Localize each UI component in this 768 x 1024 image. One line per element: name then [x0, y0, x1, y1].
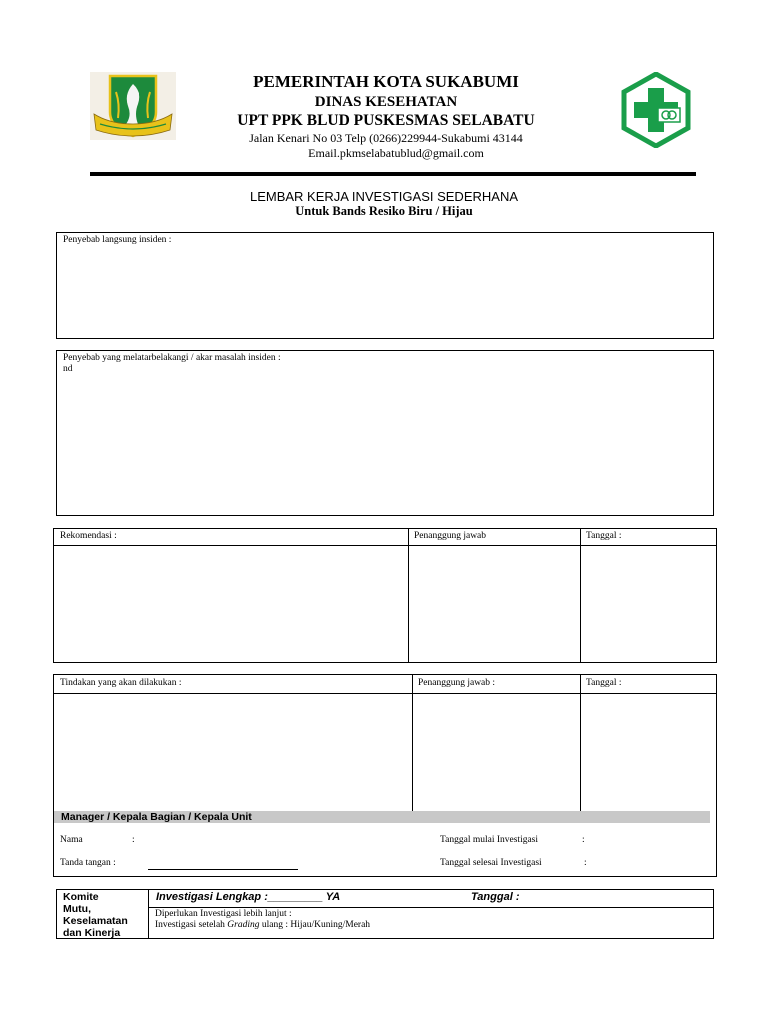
- action-pic-header: Penanggung jawab :: [418, 678, 496, 688]
- start-date-label: Tanggal mulai Investigasi: [440, 835, 539, 845]
- form-subtitle: Untuk Bands Resiko Biru / Hijau: [295, 204, 473, 218]
- puskesmas-cross-icon: [620, 72, 692, 148]
- header-line1: PEMERINTAH KOTA SUKABUMI: [253, 72, 519, 91]
- committee-label-line4: dan Kinerja: [63, 927, 121, 939]
- regrading-suffix: ulang : Hijau/Kuning/Merah: [259, 920, 371, 930]
- investigation-complete-field[interactable]: Investigasi Lengkap :_________ YA: [156, 891, 341, 903]
- direct-cause-label: Penyebab langsung insiden :: [63, 235, 172, 245]
- committee-label-line2: Mutu,: [63, 903, 91, 915]
- committee-label: [63, 891, 128, 939]
- regrading-italic: Grading: [227, 920, 260, 930]
- committee-label-line3: Keselamatan: [63, 915, 128, 927]
- recommendation-cell[interactable]: [55, 546, 407, 661]
- header-line3: UPT PPK BLUD PUSKESMAS SELABATU: [237, 112, 535, 129]
- regrading-prefix: Investigasi setelah: [155, 920, 228, 930]
- action-pic-cell[interactable]: [413, 694, 579, 811]
- regrading-note: [155, 920, 370, 930]
- manager-heading: Manager / Kepala Bagian / Kepala Unit: [54, 811, 710, 823]
- committee-label-line1: Komite: [63, 891, 99, 903]
- further-investigation-note: Diperlukan Investigasi lebih lanjut :: [155, 909, 292, 919]
- recommendation-pic-cell[interactable]: [409, 546, 579, 661]
- header-email: Email.pkmselabatublud@gmail.com: [308, 146, 484, 160]
- header-line2: DINAS KESEHATAN: [314, 94, 458, 110]
- name-colon: :: [132, 835, 135, 845]
- start-date-colon: :: [582, 835, 585, 845]
- header-divider: [90, 172, 696, 176]
- recommendation-date-header: Tanggal :: [586, 531, 622, 541]
- action-table: [53, 674, 717, 877]
- recommendation-date-cell[interactable]: [581, 546, 716, 661]
- direct-cause-box[interactable]: [56, 232, 714, 339]
- form-title: LEMBAR KERJA INVESTIGASI SEDERHANA: [249, 189, 519, 204]
- root-cause-value: nd: [63, 364, 73, 374]
- action-header: Tindakan yang akan dilakukan :: [60, 678, 182, 688]
- root-cause-label: Penyebab yang melatarbelakangi / akar masalah insiden :: [63, 353, 281, 363]
- header-address: Jalan Kenari No 03 Telp (0266)229944-Sukabumi 43144: [249, 131, 523, 145]
- action-cell[interactable]: [55, 694, 411, 811]
- action-date-cell[interactable]: [581, 694, 716, 811]
- recommendation-table: [53, 528, 717, 663]
- end-date-label: Tanggal selesai Investigasi: [440, 858, 542, 868]
- name-label: Nama: [60, 835, 83, 845]
- root-cause-box[interactable]: [56, 350, 714, 516]
- end-date-colon: :: [584, 858, 587, 868]
- city-emblem-icon: [90, 72, 176, 140]
- signature-label: Tanda tangan :: [60, 858, 116, 868]
- recommendation-pic-header: Penanggung jawab: [414, 531, 487, 541]
- signature-line[interactable]: [148, 869, 298, 870]
- committee-table: [56, 889, 714, 939]
- action-date-header: Tanggal :: [586, 678, 622, 688]
- recommendation-header: Rekomendasi :: [60, 531, 117, 541]
- committee-date-field[interactable]: Tanggal :: [471, 891, 520, 903]
